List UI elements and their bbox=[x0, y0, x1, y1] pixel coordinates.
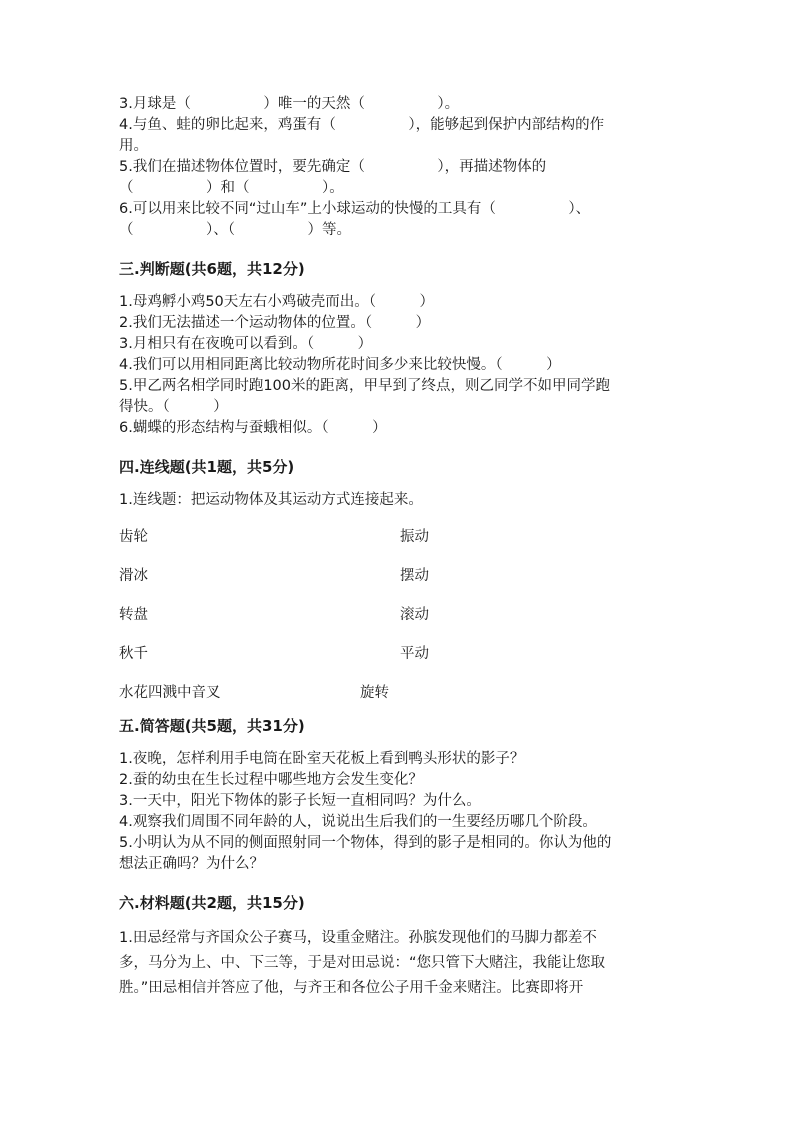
question-text: 4.与鱼、蛙的卵比起来，鸡蛋有（ ），能够起到保护内部结构的作 bbox=[119, 117, 605, 133]
matching-pairs bbox=[119, 527, 679, 704]
motion-type: 旋转 bbox=[360, 685, 389, 701]
motion-type: 振动 bbox=[400, 529, 429, 545]
moving-object: 水花四溅中音叉 bbox=[119, 685, 221, 701]
question-text: 3.月相只有在夜晚可以看到。（ ） bbox=[119, 336, 373, 352]
question-text: 得快。（ ） bbox=[119, 399, 228, 415]
moving-object: 齿轮 bbox=[119, 529, 148, 545]
material-questions bbox=[119, 926, 679, 1001]
matching-row bbox=[119, 605, 679, 626]
section-title-material: 六.材料题(共2题，共15分) bbox=[119, 894, 305, 912]
motion-type: 平动 bbox=[400, 646, 429, 662]
matching-row bbox=[119, 566, 679, 587]
matching-row bbox=[119, 644, 679, 665]
question-text: （ ）、（ ）等。 bbox=[119, 222, 351, 238]
question-text: 1.夜晚，怎样利用手电筒在卧室天花板上看到鸭头形状的影子？ bbox=[119, 751, 525, 767]
motion-type: 滚动 bbox=[400, 607, 429, 623]
question-text: 1.连线题：把运动物体及其运动方式连接起来。 bbox=[119, 492, 423, 508]
question-text: 4.我们可以用相同距离比较动物所花时间多少来比较快慢。（ ） bbox=[119, 357, 561, 373]
true-false-questions bbox=[119, 292, 679, 439]
question-text: 6.蝴蝶的形态结构与蚕蛾相似。（ ） bbox=[119, 420, 387, 436]
question-text: 5.甲乙两名相学同时跑100米的距离，甲早到了终点，则乙同学不如甲同学跑 bbox=[119, 378, 611, 394]
question-text: 5.小明认为从不同的侧面照射同一个物体，得到的影子是相同的。你认为他的 bbox=[119, 835, 612, 851]
question-text: 1.母鸡孵小鸡50天左右小鸡破壳而出。（ ） bbox=[119, 294, 435, 310]
question-text: 5.我们在描述物体位置时，要先确定（ ），再描述物体的 bbox=[119, 159, 547, 175]
question-text: 多，马分为上、中、下三等，于是对田忌说：“您只管下大赌注，我能让您取 bbox=[119, 955, 606, 971]
question-text: 用。 bbox=[119, 138, 148, 154]
motion-type: 摆动 bbox=[400, 568, 429, 584]
question-text: 3.月球是（ ）唯一的天然（ ）。 bbox=[119, 96, 460, 112]
section-title-true-false: 三.判断题(共6题，共12分) bbox=[119, 260, 305, 278]
question-text: 3.一天中，阳光下物体的影子长短一直相同吗？为什么。 bbox=[119, 793, 481, 809]
question-text: 2.蚕的幼虫在生长过程中哪些地方会发生变化？ bbox=[119, 772, 423, 788]
question-text: 2.我们无法描述一个运动物体的位置。（ ） bbox=[119, 315, 431, 331]
section-title-short-answer: 五.简答题(共5题，共31分) bbox=[119, 717, 305, 735]
question-text: 1.田忌经常与齐国众公子赛马，设重金赌注。孙膑发现他们的马脚力都差不 bbox=[119, 930, 597, 946]
question-text: 4.观察我们周围不同年龄的人，说说出生后我们的一生要经历哪几个阶段。 bbox=[119, 814, 597, 830]
section-title-matching: 四.连线题(共1题，共5分) bbox=[119, 458, 295, 476]
short-answer-questions bbox=[119, 749, 679, 875]
exam-page bbox=[119, 94, 679, 1001]
matching-row bbox=[119, 527, 679, 548]
matching-row bbox=[119, 683, 679, 704]
moving-object: 滑冰 bbox=[119, 568, 148, 584]
fill-blank-questions bbox=[119, 94, 679, 241]
question-text: 6.可以用来比较不同“过山车”上小球运动的快慢的工具有（ ）、 bbox=[119, 201, 591, 217]
moving-object: 转盘 bbox=[119, 607, 148, 623]
moving-object: 秋千 bbox=[119, 646, 148, 662]
question-text: 想法正确吗？为什么？ bbox=[119, 856, 264, 872]
question-text: 胜。”田忌相信并答应了他，与齐王和各位公子用千金来赌注。比赛即将开 bbox=[119, 980, 584, 996]
question-text: （ ）和（ ）。 bbox=[119, 180, 344, 196]
